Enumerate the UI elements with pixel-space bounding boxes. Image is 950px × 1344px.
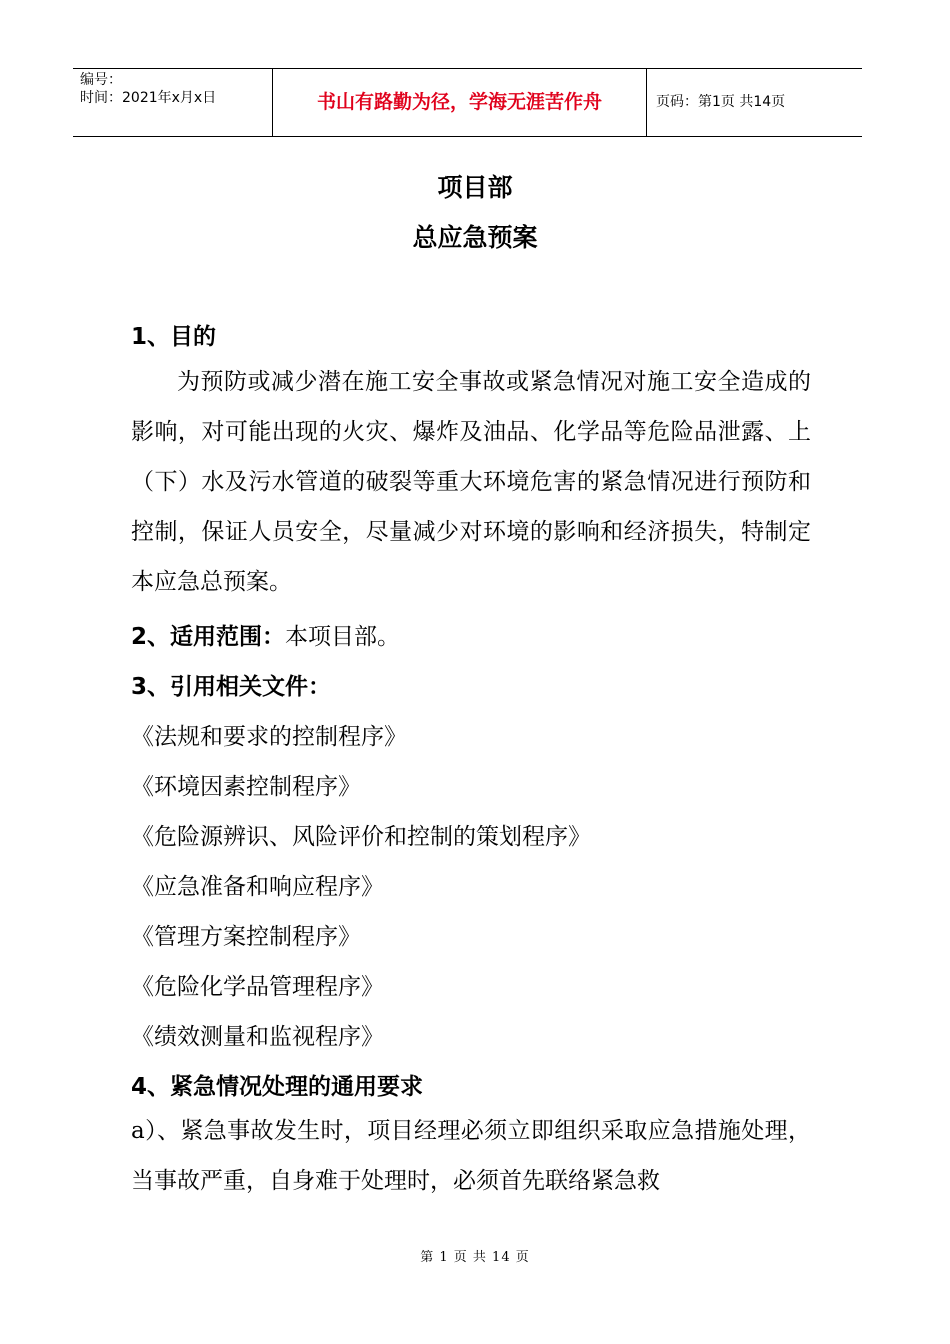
section-purpose-body: 为预防或减少潜在施工安全事故或紧急情况对施工安全造成的影响，对可能出现的火灾、爆炸及油品、化学品等危险品泄露、上（下）水及污水管道的破裂等重大环境危害的紧急情况进行预防和控制，保证人员安全，尽量减少对环境的影响和经济损失，特制定本应急总预案。 [131,369,811,595]
reference-item: 《环境因素控制程序》 [131,774,361,800]
section-references-heading: 3、引用相关文件： [131,674,332,700]
section-general-requirements-body: a）、紧急事故发生时，项目经理必须立即组织采取应急措施处理，当事故严重，自身难于处理时，必须首先联络紧急救 [131,1118,811,1194]
section-scope-heading [131,618,400,651]
document-time-label: 时间：2021年x月x日 [80,90,217,106]
reference-item: 《法规和要求的控制程序》 [131,724,407,750]
reference-item: 《应急准备和响应程序》 [131,874,384,900]
section-scope-label: 2、适用范围： [131,624,286,650]
header-table [73,68,862,137]
footer-page-number: 第 1 页 共 14 页 [420,1250,530,1265]
header-left-cell [73,69,273,136]
document-title-line2: 总应急预案 [412,223,538,252]
header-motto: 书山有路勤为径，学海无涯苦作舟 [273,69,647,136]
reference-item: 《绩效测量和监视程序》 [131,1024,384,1050]
header-page-info: 页码：第1页 共14页 [656,94,786,110]
section-scope-value: 本项目部。 [285,624,401,650]
reference-item: 《管理方案控制程序》 [131,924,361,950]
reference-item: 《危险源辨识、风险评价和控制的策划程序》 [131,824,591,850]
document-number-label: 编号： [80,72,122,88]
reference-item: 《危险化学品管理程序》 [131,974,384,1000]
section-general-requirements-heading: 4、紧急情况处理的通用要求 [131,1074,424,1100]
document-title-line1: 项目部 [437,173,513,202]
section-purpose-heading: 1、目的 [131,324,217,350]
